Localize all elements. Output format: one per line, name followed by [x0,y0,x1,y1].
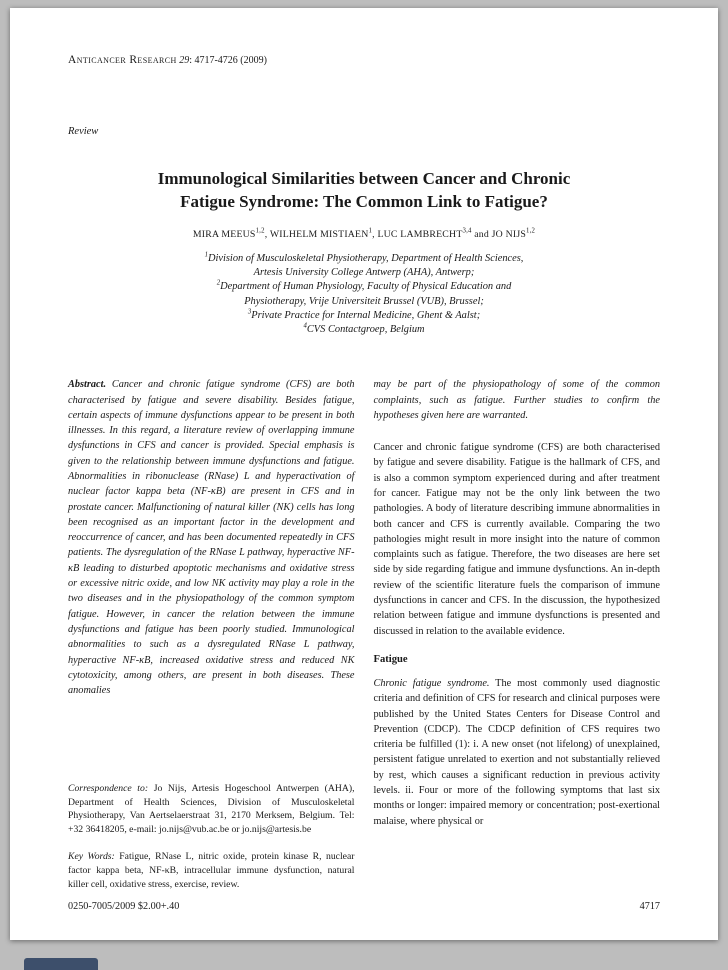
review-label: Review [68,126,99,137]
author-name: WILHELM MISTIAEN [269,229,369,240]
abstract-text: Cancer and chronic fatigue syndrome (CFS) are both characterised by fatigue and severe disability. Besides fatigue, certain aspects of immune dysfunctions appear to be present in both illnesses. In this regard, a literature review of overlapping immune dysfunctions in CFS and cancer is provided. Special emphasis is given to the relationship between immune dysfunctions and fatigue. Abnormalities in ribonuclease (RNase) L and hyperactivation of nuclear factor kappa beta (NF-κB) are present in CFS and in prostate cancer. Malfunctioning of natural killer (NK) cells has long been recognised as an important factor in the development and reoccurrence of cancer, and has been documented repeatedly in CFS patients. The dysregulation of the RNase L pathway, hyperactive NF-κB leading to disturbed apoptotic mechanisms and oxidative stress or excessive nitric oxide, and low NK activity may play a role in the two diseases and in the physiopathology of the common symptom fatigue. However, in cancer the relation between the immune dysfunctions and fatigue has been poorly studied. Immunological abnormalities to such as a dysregulated RNase L pathway, hyperactive NF-κB, increased oxidative stress and reduced NK cytotoxicity, among others, are present in both diseases. These anomalies [68,379,355,697]
abstract-continuation: may be part of the physiopathology of some of the common complaints, such as fatigue. Further studies to confirm the hypotheses given here are warranted. [373,379,660,421]
two-column-body [68,377,660,891]
correspondence-text: Jo Nijs, Artesis Hogeschool Antwerpen (AHA), Department of Health Sciences, Division of Musculoskeletal Physiotherapy, Van Aertselaerstraat 31, 2170 Merksem, Belgium. Tel: +32 36418205, e-mail: jo.nijs@vub.ac.be or jo.nijs@artesis.be [68,783,355,835]
cfs-paragraph [374,676,661,829]
author-superscript: 3,4 [462,227,472,235]
affiliation-line [68,295,660,309]
affiliation-line [68,280,660,294]
affiliation-text: Private Practice for Internal Medicine, Ghent & Aalst; [251,309,481,321]
author-name: JO NIJS [491,229,526,240]
abstract-label: Abstract. [68,379,107,391]
abstract-paragraph [68,377,355,698]
affiliation-text: CVS Contactgroep, Belgium [306,324,425,336]
journal-volume: 29 [179,55,190,66]
author-list [68,229,660,240]
right-column [374,377,661,891]
journal-name: Anticancer Research [68,54,177,66]
keywords-label: Key Words: [68,851,115,863]
affiliation-superscript: 1 [204,251,208,259]
paper-title-line2: Fatigue Syndrome: The Common Link to Fatigue? [180,192,548,211]
keywords-note [68,850,355,891]
affiliation-line [68,252,660,266]
author-separator: , [372,229,378,240]
journal-header [68,8,660,66]
journal-citation: : 4717-4726 (2009) [189,55,267,66]
footer-page-number: 4717 [639,901,660,912]
affiliation-superscript: 2 [216,279,221,287]
affiliation-superscript: 3 [247,308,252,316]
correspondence-label: Correspondence to: [68,783,149,795]
paper-title [68,167,660,213]
left-column [68,377,355,891]
viewer-overlay-fragment [24,958,98,970]
affiliation-text: Physiotherapy, Vrije Universiteit Brussel (VUB), Brussel; [244,295,484,307]
author-name: LUC LAMBRECHT [377,229,463,240]
footnote-block [68,782,355,891]
correspondence-note [68,782,355,836]
affiliation-text: Division of Musculoskeletal Physiotherapy, Department of Health Sciences, [208,253,524,264]
author-superscript: 1 [368,227,373,235]
affiliation-line [68,266,660,280]
paper-title-line1: Immunological Similarities between Cancer and Chronic [157,169,571,188]
author-superscript: 1,2 [255,227,265,235]
author-separator: , [264,229,270,240]
keywords-text: Fatigue, RNase L, nitric oxide, protein kinase R, nuclear factor kappa beta, NF-κB, intracellular immune dysfunction, natural killer cell, oxidative stress, exercise, review. [68,851,355,890]
intro-paragraph: Cancer and chronic fatigue syndrome (CFS) are both characterised by fatigue and severe disability. Fatigue is the hallmark of CFS, and is also a common symptom experienced during and after treatment for cancer. Fatigue may not be the only link between the two pathologies. A body of literature describing immune abnormalities in both cancer and CFS is currently available. Comparing the two pathologies might result in more insight into the nature of common complaints such as fatigue. Therefore, the two diseases are here set side by side regarding fatigue and immune dysfunctions. An in-depth review of the scientific literature fuels the comparison of immune dysfunctions in cancer and CFS. In the discussion, the hypothesized relation between fatigue and immune dysfunctions is presented and discussed in relation to the available evidence. [373,442,660,637]
affiliation-superscript: 4 [303,322,307,330]
page-footer [68,901,660,912]
author-name: MIRA MEEUS [192,229,256,240]
paper-page [10,8,718,940]
section-heading-fatigue: Fatigue [373,653,408,665]
cfs-text: The most commonly used diagnostic criteria and definition of CFS for research and clinical purposes were published by the United States Centers for Disease Control and Prevention (CDCP). The CDCP definition of CFS requires two criteria be fulfilled (1): i. A new onset (not lifelong) of unexplained, persistent fatigue unrelated to exertion and not substantially relieved by rest, which causes a significant reduction in previous activity levels. ii. Four or more of the following symptoms that last six months or longer: impaired memory or concentration; post-exertional malaise, where physical or [373,677,660,827]
affiliation-text: Artesis University College Antwerp (AHA), Antwerp; [253,267,475,279]
affiliation-list [68,252,660,337]
affiliation-line [68,309,660,323]
cfs-label: Chronic fatigue syndrome. [373,677,490,689]
footer-issn: 0250-7005/2009 $2.00+.40 [68,901,180,912]
affiliation-text: Department of Human Physiology, Faculty of Physical Education and [220,281,512,293]
affiliation-line [68,323,660,337]
author-superscript: 1,2 [526,227,536,235]
author-separator: and [471,229,492,240]
